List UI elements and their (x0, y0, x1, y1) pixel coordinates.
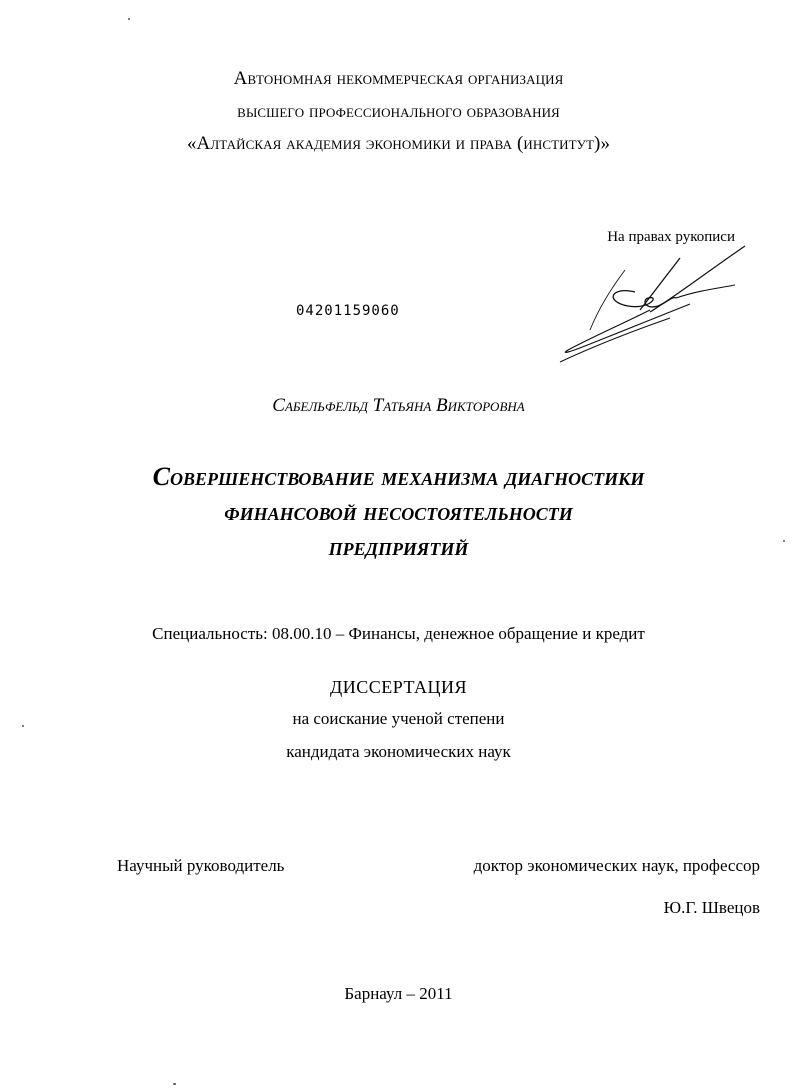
author-name: Сабельфельд Татьяна Викторовна (272, 395, 525, 416)
dissertation-label: ДИССЕРТАЦИЯ (329, 677, 468, 697)
supervisor-name: Ю.Г. Швецов (663, 898, 760, 917)
signature-image (550, 240, 750, 370)
supervisor-label: Научный руководитель (117, 856, 285, 875)
supervisor-degree: доктор экономических наук, профессор (473, 856, 760, 875)
scan-speck (22, 725, 24, 727)
org-line-2: высшего профессионального образования (237, 101, 560, 122)
specialty-line: Специальность: 08.00.10 – Финансы, денежное обращение и кредит (152, 624, 645, 643)
thesis-title-line-3: предприятий (328, 532, 469, 561)
org-line-1: Автономная некоммерческая организация (233, 68, 564, 89)
scan-speck (128, 18, 130, 20)
thesis-title-line-2: финансовой несостоятельности (224, 497, 573, 526)
city-year: Барнаул – 2011 (344, 984, 453, 1003)
registration-code: 04201159060 (296, 303, 400, 319)
manuscript-rights-note: На правах рукописи (607, 229, 735, 245)
scan-speck (173, 1083, 176, 1085)
scan-speck (783, 540, 785, 542)
org-line-3: «Алтайская академия экономики и права (институт)» (186, 133, 611, 154)
degree-line-2: кандидата экономических наук (286, 742, 511, 761)
degree-line-1: на соискание ученой степени (292, 709, 505, 728)
thesis-title-line-1: Совершенствование механизма диагностики (152, 462, 645, 491)
